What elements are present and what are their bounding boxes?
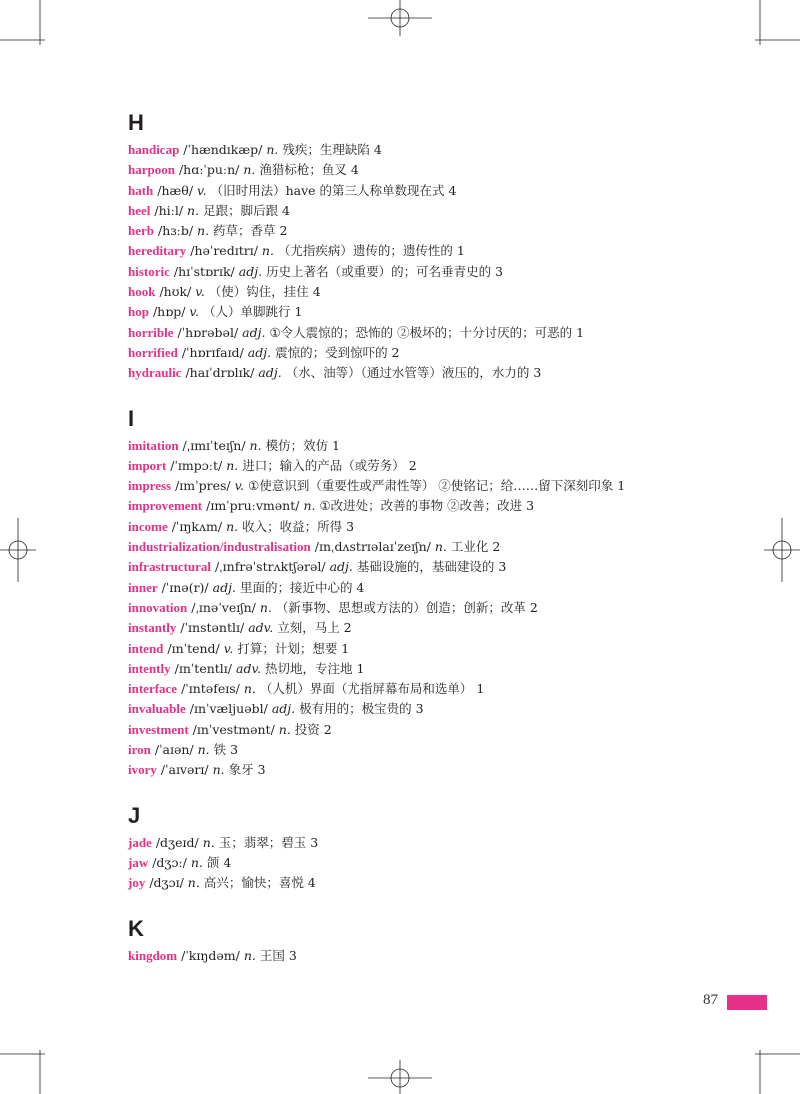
headword: joy <box>128 875 146 891</box>
part-of-speech: n. <box>187 202 200 218</box>
headword: infrastructural <box>128 559 212 575</box>
glossary-content <box>128 110 668 988</box>
part-of-speech: n. <box>202 834 215 850</box>
pronunciation: /ɪmˈpruːvmənt/ <box>206 498 300 514</box>
pronunciation: /həˈredɪtrɪ/ <box>190 243 258 259</box>
pronunciation: /haɪˈdrɒlɪk/ <box>185 365 255 381</box>
part-of-speech: adv. <box>236 660 262 676</box>
headword: handicap <box>128 142 180 157</box>
pronunciation: /hiːl/ <box>154 202 184 218</box>
pronunciation: /dʒeɪd/ <box>155 834 199 850</box>
pronunciation: /ɪnˈvæljuəbl/ <box>189 701 268 717</box>
definition: 立刻，马上 2 <box>277 620 352 636</box>
pronunciation: /hɪˈstɒrɪk/ <box>173 263 235 279</box>
glossary-entry <box>128 496 668 516</box>
part-of-speech: adj. <box>258 365 282 381</box>
glossary-entry <box>128 833 668 853</box>
section-i <box>128 406 668 781</box>
definition: 残疾；生理缺陷 4 <box>282 142 382 157</box>
part-of-speech: n. <box>303 498 316 514</box>
headword: horrified <box>128 344 178 360</box>
part-of-speech: v. <box>234 478 245 494</box>
pronunciation: /ˌɪmɪˈteɪʃn/ <box>182 437 246 453</box>
headword: iron <box>128 742 151 758</box>
glossary-entry <box>128 241 668 261</box>
section-letter: J <box>128 802 141 828</box>
glossary-entry <box>128 740 668 760</box>
pronunciation: /ˈɪnə(r)/ <box>161 579 209 595</box>
definition: 里面的；接近中心的 4 <box>239 579 365 595</box>
definition: 热切地，专注地 1 <box>265 660 365 676</box>
headword: income <box>128 518 168 534</box>
pronunciation: /ɪmˈpres/ <box>175 478 231 494</box>
part-of-speech: n. <box>243 947 256 963</box>
headword: invaluable <box>128 701 186 717</box>
section-j <box>128 803 668 894</box>
glossary-entry <box>128 436 668 456</box>
glossary-entry <box>128 282 668 302</box>
glossary-entry <box>128 639 668 659</box>
part-of-speech: n. <box>226 457 239 473</box>
pronunciation: /ɪnˌdʌstrɪəlaɪˈzeɪʃn/ <box>314 539 431 555</box>
headword: interface <box>128 681 178 697</box>
pronunciation: /hæθ/ <box>157 182 194 198</box>
headword: historic <box>128 263 170 279</box>
glossary-entry <box>128 343 668 363</box>
pronunciation: /ˈhɒrɪfaɪd/ <box>181 344 244 360</box>
definition: 工业化 2 <box>450 539 501 555</box>
part-of-speech: v. <box>195 284 205 300</box>
pronunciation: /ɪnˈvestmənt/ <box>192 721 275 737</box>
definition: ①改进处；改善的事物 ②改善；改进 3 <box>319 498 535 514</box>
definition: 投资 2 <box>294 721 332 737</box>
glossary-entry <box>128 363 668 383</box>
definition: 高兴；愉快；喜悦 4 <box>203 875 316 891</box>
pronunciation: /ˌɪnfrəˈstrʌktʃərəl/ <box>215 559 326 575</box>
part-of-speech: adj. <box>212 579 236 595</box>
headword: inner <box>128 579 158 595</box>
part-of-speech: n. <box>190 854 203 870</box>
definition: （尤指疾病）遗传的；遗传性的 1 <box>277 243 465 259</box>
definition: 震惊的；受到惊吓的 2 <box>275 344 400 360</box>
definition: ①使意识到（重要性或严肃性等） ②使铭记；给……留下深刻印象 1 <box>248 478 626 494</box>
headword: hop <box>128 304 149 320</box>
glossary-entry <box>128 853 668 873</box>
part-of-speech: n. <box>187 875 200 891</box>
headword: herb <box>128 223 154 239</box>
headword: innovation <box>128 599 188 615</box>
pronunciation: /ɪnˈtend/ <box>167 640 220 656</box>
definition: 收入；收益；所得 3 <box>242 518 355 534</box>
definition: 进口；输入的产品（或劳务） 2 <box>242 457 417 473</box>
part-of-speech: n. <box>243 162 256 178</box>
headword: hath <box>128 182 154 198</box>
glossary-entry <box>128 262 668 282</box>
pronunciation: /ˈhændɪkæp/ <box>183 142 263 157</box>
page-color-tab <box>727 995 767 1010</box>
pronunciation: /dʒɔɪ/ <box>149 875 184 891</box>
glossary-entry <box>128 517 668 537</box>
glossary-entry <box>128 578 668 598</box>
headword: jade <box>128 834 152 850</box>
pronunciation: /ˈkɪŋdəm/ <box>181 947 240 963</box>
glossary-entry <box>128 221 668 241</box>
headword: jaw <box>128 854 149 870</box>
headword: impress <box>128 478 172 494</box>
part-of-speech: n. <box>278 721 291 737</box>
definition: （水、油等）（通过水管等）液压的，水力的 3 <box>285 365 542 381</box>
glossary-entry <box>128 557 668 577</box>
pronunciation: /ɪnˈtentlɪ/ <box>174 660 233 676</box>
part-of-speech: n. <box>226 518 239 534</box>
glossary-entry <box>128 201 668 221</box>
pronunciation: /hɑːˈpuːn/ <box>178 162 240 178</box>
glossary-entry <box>128 537 668 557</box>
headword: import <box>128 457 167 473</box>
glossary-entry <box>128 946 668 966</box>
part-of-speech: adj. <box>247 344 272 360</box>
pronunciation: /dʒɔː/ <box>152 854 187 870</box>
headword: instantly <box>128 620 177 636</box>
glossary-entry <box>128 302 668 322</box>
definition: 历史上著名（或重要）的；可名垂青史的 3 <box>266 263 503 279</box>
headword: heel <box>128 202 151 218</box>
part-of-speech: adj. <box>238 263 263 279</box>
headword: industrialization/industralisation <box>128 539 311 555</box>
part-of-speech: adj. <box>329 559 353 575</box>
headword: imitation <box>128 437 179 453</box>
pronunciation: /ˈɪntəfeɪs/ <box>181 681 240 697</box>
headword: hook <box>128 284 156 300</box>
headword: investment <box>128 721 189 737</box>
part-of-speech: n. <box>212 762 225 778</box>
definition: 极有用的；极宝贵的 3 <box>299 701 424 717</box>
section-letter: H <box>128 110 144 135</box>
pronunciation: /ˈɪnstəntlɪ/ <box>180 620 245 636</box>
pronunciation: /ˈaɪvərɪ/ <box>160 762 209 778</box>
part-of-speech: n. <box>261 243 274 259</box>
definition: 渔猎标枪；鱼叉 4 <box>259 162 359 178</box>
glossary-entry <box>128 323 668 343</box>
definition: 王国 3 <box>259 947 297 963</box>
definition: 铁 3 <box>213 742 239 758</box>
definition: 药草；香草 2 <box>213 223 288 239</box>
headword: intend <box>128 640 164 656</box>
glossary-entry <box>128 760 668 780</box>
section-letter: I <box>128 405 135 431</box>
definition: （人）单脚跳行 1 <box>202 304 303 320</box>
part-of-speech: n. <box>434 539 447 555</box>
part-of-speech: n. <box>197 223 210 239</box>
glossary-entry <box>128 181 668 201</box>
pronunciation: /ˈhɒrəbəl/ <box>177 324 239 340</box>
pronunciation: /hɒp/ <box>152 304 186 320</box>
glossary-entry <box>128 598 668 618</box>
section-letter: K <box>128 915 144 941</box>
glossary-entry <box>128 873 668 893</box>
section-h <box>128 110 668 384</box>
part-of-speech: n. <box>259 599 272 615</box>
glossary-entry <box>128 456 668 476</box>
definition: 象牙 3 <box>228 762 266 778</box>
part-of-speech: v. <box>189 304 199 320</box>
section-k <box>128 916 668 966</box>
part-of-speech: v. <box>223 640 234 656</box>
pronunciation: /hɜːb/ <box>157 223 194 239</box>
part-of-speech: n. <box>266 142 279 157</box>
definition: （使）钩住，挂住 4 <box>208 284 321 300</box>
part-of-speech: adj. <box>271 701 296 717</box>
headword: horrible <box>128 324 174 340</box>
glossary-entry <box>128 720 668 740</box>
definition: 打算；计划；想要 1 <box>237 640 350 656</box>
part-of-speech: v. <box>197 182 207 198</box>
glossary-entry <box>128 476 668 496</box>
definition: （新事物、思想或方法的）创造；创新；改革 2 <box>275 599 538 615</box>
glossary-entry <box>128 618 668 638</box>
pronunciation: /ˈaɪən/ <box>154 742 194 758</box>
glossary-entry <box>128 659 668 679</box>
headword: harpoon <box>128 162 175 178</box>
pronunciation: /ˈɪmpɔːt/ <box>170 457 223 473</box>
headword: intently <box>128 660 171 676</box>
glossary-entry <box>128 160 668 180</box>
definition: （人机）界面（尤指屏幕布局和选单） 1 <box>259 681 485 697</box>
definition: ①令人震惊的；恐怖的 ②极坏的；十分讨厌的；可恶的 1 <box>269 324 585 340</box>
definition: 模仿；效仿 1 <box>265 437 340 453</box>
pronunciation: /hʊk/ <box>159 284 192 300</box>
glossary-entry <box>128 140 668 160</box>
definition: （旧时用法）have 的第三人称单数现在式 4 <box>210 182 457 198</box>
definition: 玉；翡翠；碧玉 3 <box>218 834 319 850</box>
definition: 足跟；脚后跟 4 <box>203 202 290 218</box>
glossary-entry <box>128 699 668 719</box>
headword: hereditary <box>128 243 187 259</box>
pronunciation: /ˌɪnəˈveɪʃn/ <box>191 599 256 615</box>
pronunciation: /ˈɪŋkʌm/ <box>171 518 223 534</box>
headword: hydraulic <box>128 365 182 381</box>
glossary-entry <box>128 679 668 699</box>
part-of-speech: n. <box>243 681 256 697</box>
headword: ivory <box>128 762 157 778</box>
part-of-speech: adj. <box>242 324 266 340</box>
headword: kingdom <box>128 947 178 963</box>
part-of-speech: n. <box>197 742 210 758</box>
page-number: 87 <box>703 992 718 1008</box>
headword: improvement <box>128 498 203 514</box>
part-of-speech: adv. <box>248 620 274 636</box>
part-of-speech: n. <box>249 437 262 453</box>
definition: 基础设施的，基础建设的 3 <box>356 559 507 575</box>
definition: 颌 4 <box>206 854 232 870</box>
